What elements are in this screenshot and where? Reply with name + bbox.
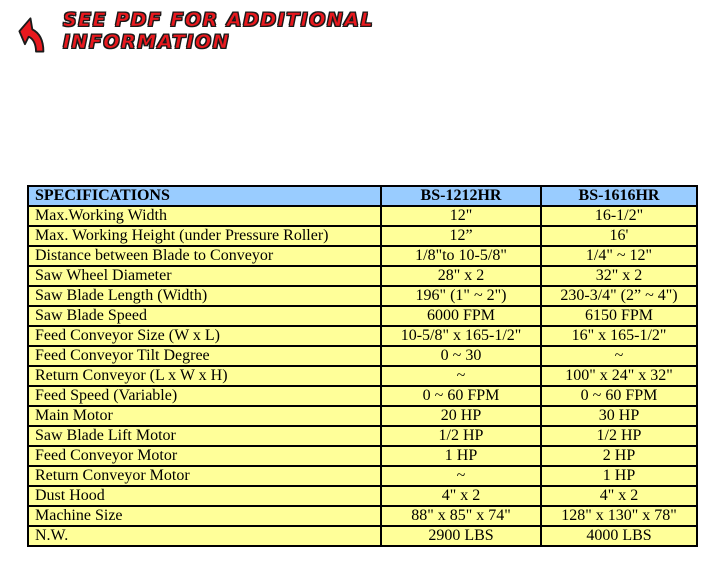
curved-arrow-up-left-icon	[12, 11, 49, 57]
spec-value-bs-1212hr: 28" x 2	[381, 266, 541, 286]
spec-value-bs-1212hr: 6000 FPM	[381, 306, 541, 326]
spec-value-bs-1212hr: 0 ~ 30	[381, 346, 541, 366]
spec-value-bs-1616hr: 0 ~ 60 FPM	[541, 386, 697, 406]
spec-label: Dust Hood	[28, 486, 381, 506]
spec-value-bs-1212hr: 4" x 2	[381, 486, 541, 506]
spec-value-bs-1212hr: 88" x 85" x 74"	[381, 506, 541, 526]
spec-label: Feed Conveyor Size (W x L)	[28, 326, 381, 346]
spec-value-bs-1616hr: ~	[541, 346, 697, 366]
spec-label: Saw Blade Length (Width)	[28, 286, 381, 306]
spec-value-bs-1616hr: 1/4" ~ 12"	[541, 246, 697, 266]
table-row	[28, 406, 697, 426]
table-row	[28, 466, 697, 486]
banner-text[interactable]: SEE PDF FOR ADDITIONAL INFORMATION	[62, 9, 375, 53]
table-row	[28, 306, 697, 326]
header-model-bs-1212hr: BS-1212HR	[381, 186, 541, 206]
spec-label: Feed Speed (Variable)	[28, 386, 381, 406]
spec-value-bs-1212hr: 12”	[381, 226, 541, 246]
spec-value-bs-1616hr: 4000 LBS	[541, 526, 697, 546]
table-row	[28, 366, 697, 386]
spec-label: Feed Conveyor Tilt Degree	[28, 346, 381, 366]
spec-label: Main Motor	[28, 406, 381, 426]
table-row	[28, 246, 697, 266]
spec-value-bs-1212hr: 10-5/8" x 165-1/2"	[381, 326, 541, 346]
header-specifications: SPECIFICATIONS	[28, 186, 381, 206]
spec-value-bs-1616hr: 16-1/2"	[541, 206, 697, 226]
table-row	[28, 526, 697, 546]
spec-label: Machine Size	[28, 506, 381, 526]
table-row	[28, 506, 697, 526]
spec-label: Feed Conveyor Motor	[28, 446, 381, 466]
spec-value-bs-1212hr: 1 HP	[381, 446, 541, 466]
spec-value-bs-1616hr: 100" x 24" x 32"	[541, 366, 697, 386]
spec-label: Max. Working Height (under Pressure Roller)	[28, 226, 381, 246]
spec-value-bs-1616hr: 16" x 165-1/2"	[541, 326, 697, 346]
spec-value-bs-1212hr: 1/2 HP	[381, 426, 541, 446]
spec-value-bs-1616hr: 2 HP	[541, 446, 697, 466]
table-row	[28, 426, 697, 446]
table-row	[28, 206, 697, 226]
table-row	[28, 446, 697, 466]
spec-value-bs-1212hr: ~	[381, 366, 541, 386]
table-header-row	[28, 186, 697, 206]
spec-label: Max.Working Width	[28, 206, 381, 226]
spec-value-bs-1616hr: 32" x 2	[541, 266, 697, 286]
spec-label: Saw Blade Speed	[28, 306, 381, 326]
spec-value-bs-1616hr: 16'	[541, 226, 697, 246]
spec-value-bs-1212hr: 1/8"to 10-5/8"	[381, 246, 541, 266]
spec-label: Return Conveyor (L x W x H)	[28, 366, 381, 386]
spec-value-bs-1616hr: 1/2 HP	[541, 426, 697, 446]
spec-value-bs-1616hr: 30 HP	[541, 406, 697, 426]
header-model-bs-1616hr: BS-1616HR	[541, 186, 697, 206]
table-row	[28, 226, 697, 246]
table-row	[28, 346, 697, 366]
spec-value-bs-1616hr: 1 HP	[541, 466, 697, 486]
specifications-table	[27, 185, 698, 547]
table-row	[28, 386, 697, 406]
pdf-info-link[interactable]	[12, 8, 512, 60]
spec-value-bs-1212hr: 12"	[381, 206, 541, 226]
spec-value-bs-1212hr: 0 ~ 60 FPM	[381, 386, 541, 406]
spec-label: N.W.	[28, 526, 381, 546]
spec-value-bs-1212hr: 20 HP	[381, 406, 541, 426]
spec-label: Return Conveyor Motor	[28, 466, 381, 486]
spec-label: Distance between Blade to Conveyor	[28, 246, 381, 266]
spec-label: Saw Wheel Diameter	[28, 266, 381, 286]
spec-value-bs-1212hr: 196" (1" ~ 2")	[381, 286, 541, 306]
spec-label: Saw Blade Lift Motor	[28, 426, 381, 446]
spec-value-bs-1616hr: 128" x 130" x 78"	[541, 506, 697, 526]
spec-value-bs-1616hr: 230-3/4" (2” ~ 4")	[541, 286, 697, 306]
table-row	[28, 486, 697, 506]
table-row	[28, 286, 697, 306]
table-row	[28, 266, 697, 286]
spec-value-bs-1212hr: 2900 LBS	[381, 526, 541, 546]
spec-value-bs-1616hr: 6150 FPM	[541, 306, 697, 326]
table-row	[28, 326, 697, 346]
spec-value-bs-1212hr: ~	[381, 466, 541, 486]
spec-value-bs-1616hr: 4" x 2	[541, 486, 697, 506]
